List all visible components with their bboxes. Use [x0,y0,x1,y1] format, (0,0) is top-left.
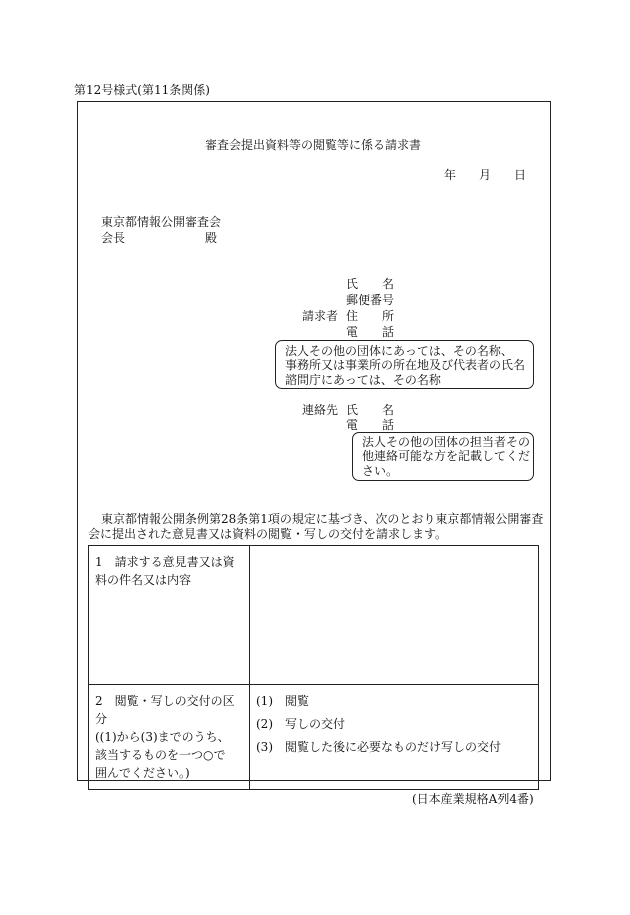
row1-label-line: 料の件名又は内容 [95,573,192,587]
requester-field-name: 氏 名 [346,277,395,291]
date-year: 年 [444,168,457,182]
addressee-position: 会長 [101,231,126,245]
contact-label: 連絡先 [302,403,339,417]
table-row [89,685,539,790]
contact-note-line: 他連絡可能な方を記載してくだ [362,449,531,463]
row2-label-line: 囲んでください。) [95,766,190,780]
requester-field-phone: 電 話 [346,325,395,339]
requester-note-line: 諮問庁にあっては、その名称 [285,373,441,387]
body-text-line-1: 東京都情報公開条例第28条第1項の規定に基づき、次のとおり東京都情報公開審査 [101,512,544,526]
date-month: 月 [479,168,492,182]
row2-label-cell [89,685,250,790]
requester-field-postal: 郵便番号 [346,293,395,307]
row1-label-line: 1 請求する意見書又は資 [95,555,235,569]
contact-field-name: 氏 名 [346,403,395,417]
row2-label-line: 2 閲覧・写しの交付の区分 [95,694,235,726]
row1-label-cell [89,546,250,685]
request-table [88,545,539,790]
body-text-line-2: 会に提出された意見書又は資料の閲覧・写しの交付を請求します。 [88,527,448,541]
row1-value-cell[interactable] [250,546,539,685]
requester-note-line: 法人その他の団体にあっては、その名称、 [285,344,513,358]
contact-note-line: さい。 [362,464,399,478]
option-view[interactable]: (1) 閲覧 [256,694,309,708]
contact-note-line: 法人その他の団体の担当者その [362,435,531,449]
date-day: 日 [514,168,527,182]
requester-note-line: 事務所又は事業所の所在地及び代表者の氏名 [285,358,526,372]
requester-field-address: 住 所 [346,309,395,323]
form-number: 第12号様式(第11条関係) [74,83,210,97]
contact-field-phone: 電 話 [346,418,395,432]
row2-label-line: ((1)から(3)までのうち、 [95,730,230,744]
row2-label-line: 該当するものを一つ○で [95,748,226,762]
form-title: 審査会提出資料等の閲覧等に係る請求書 [205,138,422,152]
row2-options-cell [250,685,539,790]
table-row [89,546,539,685]
addressee-organization: 東京都情報公開審査会 [101,215,222,229]
option-copy[interactable]: (2) 写しの交付 [256,717,345,731]
footer-standard: (日本産業規格A列4番) [412,792,534,806]
requester-label: 請求者 [302,309,339,323]
addressee-honorific: 殿 [205,231,218,245]
option-view-then-copy[interactable]: (3) 閲覧した後に必要なものだけ写しの交付 [256,740,501,754]
